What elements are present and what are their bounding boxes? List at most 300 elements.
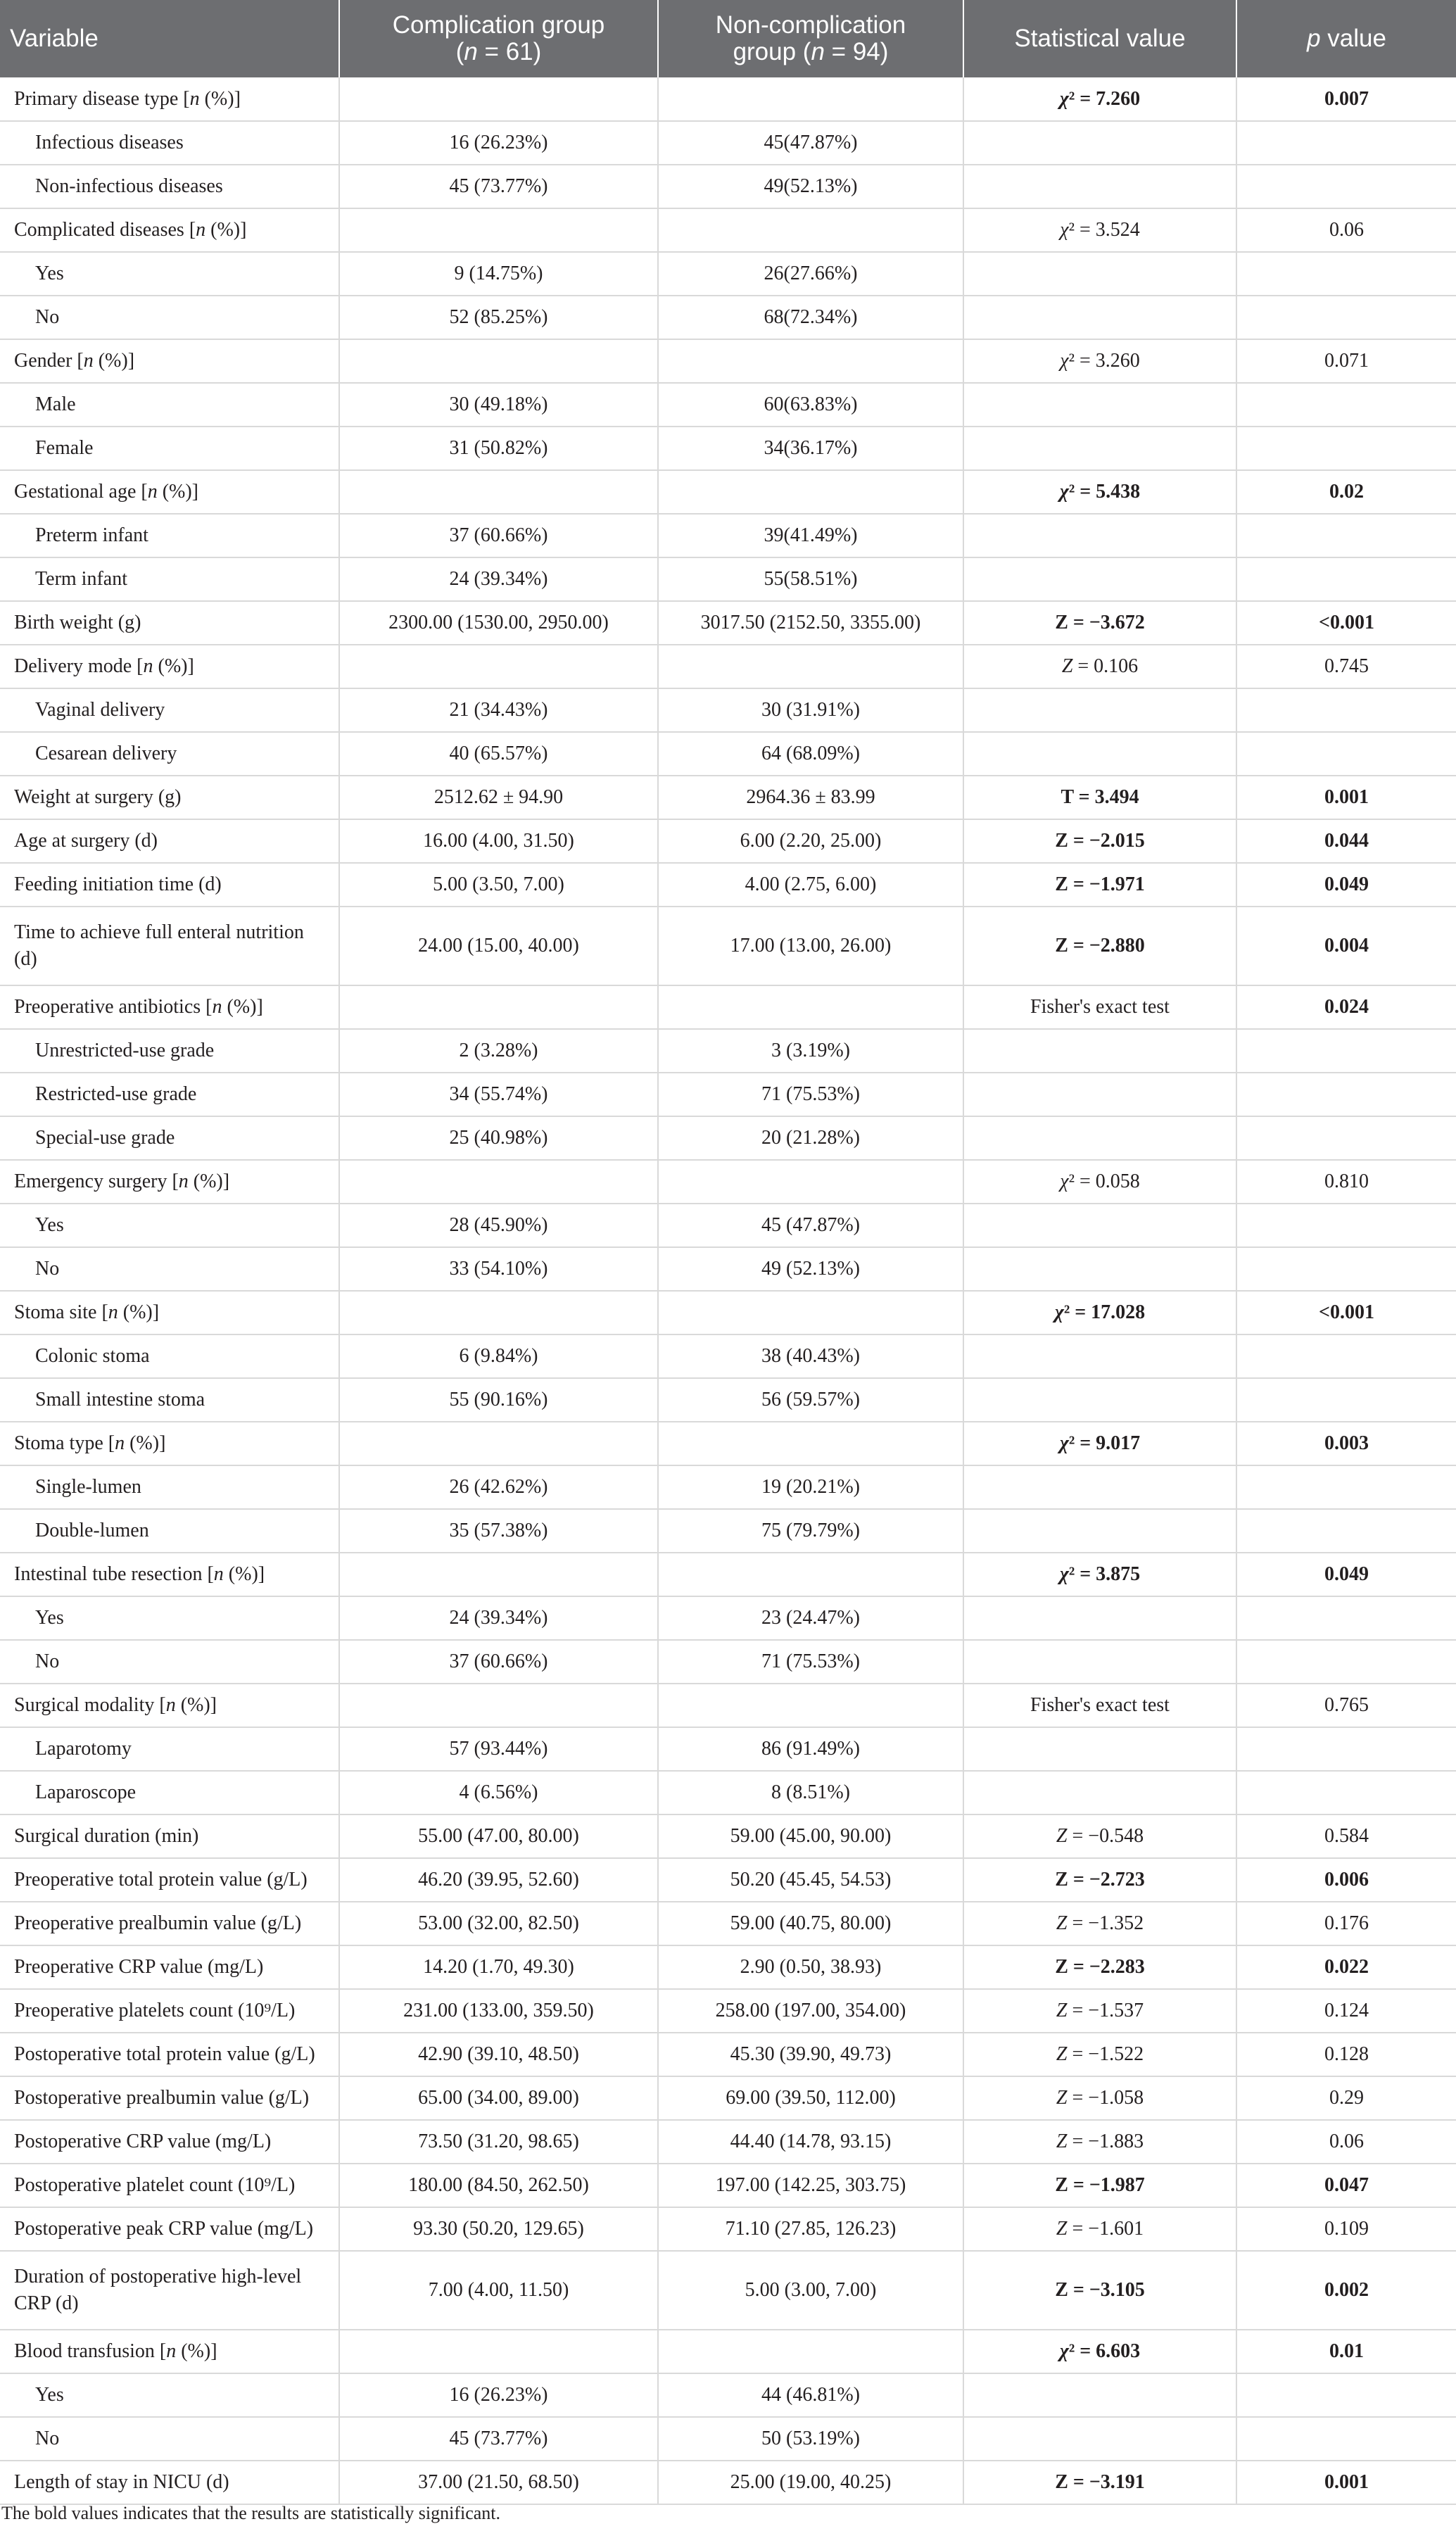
cell-variable: Weight at surgery (g) <box>0 776 339 819</box>
cell-complication: 55 (90.16%) <box>339 1378 658 1422</box>
cell-p-value <box>1236 1509 1456 1553</box>
cell-statistical-value: Fisher's exact test <box>963 1684 1236 1727</box>
cell-p-value <box>1236 1029 1456 1073</box>
table-row <box>0 1422 1456 1465</box>
cell-statistical-value <box>963 1727 1236 1771</box>
table-footnote: The bold values indicates that the results are statistically significant. <box>1 2503 501 2523</box>
table-row <box>0 470 1456 514</box>
cell-variable: Duration of postoperative high-level CRP (d) <box>0 2251 339 2330</box>
n-symbol: n <box>147 481 158 503</box>
cell-p-value: 0.049 <box>1236 863 1456 907</box>
cell-statistical-value <box>963 1596 1236 1640</box>
cell-p-value: 0.006 <box>1236 1858 1456 1902</box>
cell-complication: 30 (49.18%) <box>339 383 658 427</box>
header-p-value: p value <box>1236 0 1456 77</box>
cell-statistical-value: Z = −2.283 <box>963 1945 1236 1989</box>
table-row <box>0 1640 1456 1684</box>
cell-non-complication: 30 (31.91%) <box>658 688 963 732</box>
table-row <box>0 2373 1456 2417</box>
cell-p-value: 0.765 <box>1236 1684 1456 1727</box>
cell-complication: 180.00 (84.50, 262.50) <box>339 2164 658 2207</box>
cell-non-complication: 59.00 (40.75, 80.00) <box>658 1902 963 1945</box>
cell-statistical-value: Z = −1.058 <box>963 2076 1236 2120</box>
cell-p-value <box>1236 296 1456 339</box>
cell-complication <box>339 1291 658 1334</box>
cell-variable: Stoma site [n (%)] <box>0 1291 339 1334</box>
cell-statistical-value: Z = −3.191 <box>963 2461 1236 2504</box>
cell-complication <box>339 985 658 1029</box>
cell-non-complication: 75 (79.79%) <box>658 1509 963 1553</box>
cell-complication <box>339 1684 658 1727</box>
cell-complication: 37 (60.66%) <box>339 514 658 557</box>
cell-variable: No <box>0 1640 339 1684</box>
cell-non-complication: 44.40 (14.78, 93.15) <box>658 2120 963 2164</box>
cell-non-complication: 45(47.87%) <box>658 121 963 165</box>
cell-complication: 55.00 (47.00, 80.00) <box>339 1814 658 1858</box>
cell-variable: Small intestine stoma <box>0 1378 339 1422</box>
cell-p-value <box>1236 1334 1456 1378</box>
cell-variable: Restricted-use grade <box>0 1073 339 1116</box>
table-row <box>0 1378 1456 1422</box>
cell-complication: 40 (65.57%) <box>339 732 658 776</box>
cell-complication <box>339 1422 658 1465</box>
cell-complication: 31 (50.82%) <box>339 427 658 470</box>
cell-variable: Preterm infant <box>0 514 339 557</box>
cell-statistical-value <box>963 1247 1236 1291</box>
cell-statistical-value: Z = −3.672 <box>963 601 1236 645</box>
cell-complication: 14.20 (1.70, 49.30) <box>339 1945 658 1989</box>
cell-statistical-value <box>963 1334 1236 1378</box>
table-row <box>0 819 1456 863</box>
n-symbol: n <box>165 1694 176 1716</box>
cell-non-complication: 55(58.51%) <box>658 557 963 601</box>
cell-complication: 53.00 (32.00, 82.50) <box>339 1902 658 1945</box>
cell-statistical-value: Z = −2.015 <box>963 819 1236 863</box>
stat-symbol: χ <box>1060 350 1069 372</box>
cell-non-complication: 17.00 (13.00, 26.00) <box>658 907 963 985</box>
cell-statistical-value: χ² = 0.058 <box>963 1160 1236 1204</box>
cell-complication: 4 (6.56%) <box>339 1771 658 1814</box>
cell-statistical-value <box>963 1771 1236 1814</box>
n-symbol: n <box>143 655 153 677</box>
cell-complication: 46.20 (39.95, 52.60) <box>339 1858 658 1902</box>
cell-p-value: 0.071 <box>1236 339 1456 383</box>
cell-statistical-value: Z = −1.971 <box>963 863 1236 907</box>
table-row <box>0 1945 1456 1989</box>
cell-variable: Preoperative total protein value (g/L) <box>0 1858 339 1902</box>
cell-complication: 57 (93.44%) <box>339 1727 658 1771</box>
table-row <box>0 165 1456 208</box>
header-statistical-value: Statistical value <box>963 0 1236 77</box>
cell-statistical-value: Fisher's exact test <box>963 985 1236 1029</box>
cell-complication: 24.00 (15.00, 40.00) <box>339 907 658 985</box>
table-row <box>0 1247 1456 1291</box>
cell-p-value <box>1236 1204 1456 1247</box>
cell-p-value <box>1236 514 1456 557</box>
cell-non-complication: 34(36.17%) <box>658 427 963 470</box>
table-row <box>0 645 1456 688</box>
stat-symbol: χ <box>1060 219 1069 241</box>
table-row <box>0 252 1456 296</box>
cell-statistical-value: χ² = 6.603 <box>963 2330 1236 2373</box>
cell-non-complication <box>658 1684 963 1727</box>
cell-p-value: 0.024 <box>1236 985 1456 1029</box>
cell-non-complication <box>658 2330 963 2373</box>
cell-non-complication <box>658 339 963 383</box>
stat-symbol: Z <box>1056 2131 1068 2152</box>
cell-non-complication: 23 (24.47%) <box>658 1596 963 1640</box>
cell-statistical-value <box>963 1073 1236 1116</box>
cell-complication: 2 (3.28%) <box>339 1029 658 1073</box>
cell-p-value: 0.044 <box>1236 819 1456 863</box>
table-row <box>0 557 1456 601</box>
table-row <box>0 776 1456 819</box>
table-row <box>0 1727 1456 1771</box>
n-symbol: n <box>213 1563 224 1585</box>
cell-statistical-value: χ² = 3.875 <box>963 1553 1236 1596</box>
cell-complication: 34 (55.74%) <box>339 1073 658 1116</box>
table-row <box>0 2120 1456 2164</box>
cell-non-complication: 6.00 (2.20, 25.00) <box>658 819 963 863</box>
cell-non-complication: 38 (40.43%) <box>658 1334 963 1378</box>
cell-non-complication: 64 (68.09%) <box>658 732 963 776</box>
cell-non-complication <box>658 1291 963 1334</box>
stat-symbol: χ <box>1054 1301 1064 1323</box>
cell-variable: Postoperative platelet count (10⁹/L) <box>0 2164 339 2207</box>
cell-complication <box>339 339 658 383</box>
cell-complication: 9 (14.75%) <box>339 252 658 296</box>
cell-complication: 45 (73.77%) <box>339 2417 658 2461</box>
stat-symbol: χ <box>1059 87 1069 110</box>
table-row <box>0 1814 1456 1858</box>
cell-statistical-value <box>963 732 1236 776</box>
table-row <box>0 2461 1456 2504</box>
table-row <box>0 121 1456 165</box>
cell-statistical-value <box>963 2417 1236 2461</box>
table-row <box>0 2076 1456 2120</box>
cell-statistical-value: χ² = 7.260 <box>963 77 1236 121</box>
cell-p-value: 0.004 <box>1236 907 1456 985</box>
cell-p-value: <0.001 <box>1236 1291 1456 1334</box>
cell-complication <box>339 1553 658 1596</box>
cell-variable: Gestational age [n (%)] <box>0 470 339 514</box>
table-row <box>0 1160 1456 1204</box>
cell-complication: 73.50 (31.20, 98.65) <box>339 2120 658 2164</box>
cell-p-value <box>1236 1247 1456 1291</box>
cell-complication: 231.00 (133.00, 359.50) <box>339 1989 658 2033</box>
cell-p-value <box>1236 688 1456 732</box>
cell-variable: Male <box>0 383 339 427</box>
cell-variable: Term infant <box>0 557 339 601</box>
cell-non-complication: 8 (8.51%) <box>658 1771 963 1814</box>
cell-statistical-value <box>963 1204 1236 1247</box>
cell-complication: 5.00 (3.50, 7.00) <box>339 863 658 907</box>
header-row <box>0 0 1456 77</box>
cell-variable: Emergency surgery [n (%)] <box>0 1160 339 1204</box>
cell-variable: Yes <box>0 1204 339 1247</box>
cell-statistical-value <box>963 688 1236 732</box>
cell-statistical-value: Z = −3.105 <box>963 2251 1236 2330</box>
stat-symbol: Z <box>1056 1825 1068 1847</box>
stat-symbol: χ <box>1060 1170 1069 1192</box>
table-row <box>0 2033 1456 2076</box>
cell-non-complication: 2.90 (0.50, 38.93) <box>658 1945 963 1989</box>
cell-statistical-value <box>963 252 1236 296</box>
cell-p-value: 0.001 <box>1236 776 1456 819</box>
n-symbol: n <box>196 219 206 241</box>
cell-non-complication: 26(27.66%) <box>658 252 963 296</box>
stat-symbol: χ <box>1059 1563 1069 1585</box>
cell-statistical-value: Z = −1.537 <box>963 1989 1236 2033</box>
cell-variable: Postoperative CRP value (mg/L) <box>0 2120 339 2164</box>
cell-variable: Blood transfusion [n (%)] <box>0 2330 339 2373</box>
stat-symbol: Z <box>1061 655 1073 677</box>
cell-p-value <box>1236 1116 1456 1160</box>
cell-statistical-value <box>963 514 1236 557</box>
table-row <box>0 1553 1456 1596</box>
table-row <box>0 1116 1456 1160</box>
stat-symbol: Z <box>1056 1912 1068 1934</box>
table-row <box>0 77 1456 121</box>
cell-statistical-value: Z = −0.548 <box>963 1814 1236 1858</box>
table-row <box>0 2164 1456 2207</box>
table-row <box>0 1073 1456 1116</box>
cell-p-value: 0.049 <box>1236 1553 1456 1596</box>
cell-variable: Birth weight (g) <box>0 601 339 645</box>
cell-non-complication: 68(72.34%) <box>658 296 963 339</box>
table-row <box>0 1334 1456 1378</box>
cell-p-value: 0.001 <box>1236 2461 1456 2504</box>
cell-variable: Stoma type [n (%)] <box>0 1422 339 1465</box>
cell-statistical-value: χ² = 3.260 <box>963 339 1236 383</box>
stat-symbol: Z <box>1056 2000 1068 2021</box>
cell-statistical-value <box>963 383 1236 427</box>
table-row <box>0 985 1456 1029</box>
cell-statistical-value <box>963 121 1236 165</box>
cell-p-value <box>1236 1596 1456 1640</box>
cell-variable: Preoperative platelets count (10⁹/L) <box>0 1989 339 2033</box>
table-row <box>0 601 1456 645</box>
cell-statistical-value: Z = −1.522 <box>963 2033 1236 2076</box>
cell-statistical-value <box>963 165 1236 208</box>
header-non-complication-group: Non-complication group (n = 94) <box>658 0 963 77</box>
cell-non-complication: 39(41.49%) <box>658 514 963 557</box>
cell-non-complication <box>658 1422 963 1465</box>
header-complication-group: Complication group (n = 61) <box>339 0 658 77</box>
n-symbol: n <box>83 350 94 372</box>
cell-variable: Yes <box>0 2373 339 2417</box>
cell-p-value: 0.002 <box>1236 2251 1456 2330</box>
cell-non-complication: 3017.50 (2152.50, 3355.00) <box>658 601 963 645</box>
cell-non-complication: 60(63.83%) <box>658 383 963 427</box>
cell-variable: No <box>0 296 339 339</box>
cell-variable: Primary disease type [n (%)] <box>0 77 339 121</box>
cell-variable: Delivery mode [n (%)] <box>0 645 339 688</box>
table-row <box>0 863 1456 907</box>
cell-complication: 16 (26.23%) <box>339 121 658 165</box>
cell-variable: Preoperative antibiotics [n (%)] <box>0 985 339 1029</box>
table-row <box>0 2330 1456 2373</box>
table-row <box>0 1465 1456 1509</box>
cell-variable: Female <box>0 427 339 470</box>
cell-complication <box>339 645 658 688</box>
cell-statistical-value <box>963 296 1236 339</box>
table-row <box>0 1771 1456 1814</box>
cell-non-complication: 86 (91.49%) <box>658 1727 963 1771</box>
cell-non-complication: 45 (47.87%) <box>658 1204 963 1247</box>
cell-non-complication: 71 (75.53%) <box>658 1073 963 1116</box>
cell-non-complication: 197.00 (142.25, 303.75) <box>658 2164 963 2207</box>
cell-variable: Postoperative peak CRP value (mg/L) <box>0 2207 339 2251</box>
cell-p-value: 0.745 <box>1236 645 1456 688</box>
cell-complication: 37.00 (21.50, 68.50) <box>339 2461 658 2504</box>
cell-statistical-value <box>963 1029 1236 1073</box>
n-symbol: n <box>166 2340 177 2362</box>
cell-non-complication <box>658 77 963 121</box>
cell-variable: Postoperative prealbumin value (g/L) <box>0 2076 339 2120</box>
cell-complication: 2512.62 ± 94.90 <box>339 776 658 819</box>
table-row <box>0 1989 1456 2033</box>
cell-non-complication <box>658 1553 963 1596</box>
cell-non-complication: 20 (21.28%) <box>658 1116 963 1160</box>
cell-p-value: 0.124 <box>1236 1989 1456 2033</box>
cell-p-value: 0.003 <box>1236 1422 1456 1465</box>
cell-complication <box>339 470 658 514</box>
cell-variable: Surgical duration (min) <box>0 1814 339 1858</box>
cell-non-complication: 50 (53.19%) <box>658 2417 963 2461</box>
table-row <box>0 1596 1456 1640</box>
table-row <box>0 1684 1456 1727</box>
table-row <box>0 514 1456 557</box>
stat-symbol: Z <box>1056 2218 1068 2240</box>
cell-non-complication: 69.00 (39.50, 112.00) <box>658 2076 963 2120</box>
cell-variable: Age at surgery (d) <box>0 819 339 863</box>
cell-complication: 25 (40.98%) <box>339 1116 658 1160</box>
cell-p-value: 0.29 <box>1236 2076 1456 2120</box>
cell-statistical-value: Z = −2.880 <box>963 907 1236 985</box>
cell-non-complication: 3 (3.19%) <box>658 1029 963 1073</box>
table-row <box>0 1291 1456 1334</box>
cell-complication: 28 (45.90%) <box>339 1204 658 1247</box>
n-symbol: n <box>212 996 222 1018</box>
cell-non-complication: 2964.36 ± 83.99 <box>658 776 963 819</box>
cell-statistical-value: Z = −1.883 <box>963 2120 1236 2164</box>
cell-statistical-value: χ² = 9.017 <box>963 1422 1236 1465</box>
cell-p-value <box>1236 1378 1456 1422</box>
table-row <box>0 1509 1456 1553</box>
cell-variable: Complicated diseases [n (%)] <box>0 208 339 252</box>
table-row <box>0 339 1456 383</box>
cell-variable: Preoperative prealbumin value (g/L) <box>0 1902 339 1945</box>
cell-non-complication: 71.10 (27.85, 126.23) <box>658 2207 963 2251</box>
cell-p-value <box>1236 121 1456 165</box>
table-row <box>0 296 1456 339</box>
table-row <box>0 1029 1456 1073</box>
cell-variable: Feeding initiation time (d) <box>0 863 339 907</box>
table-row <box>0 1204 1456 1247</box>
table-row <box>0 1858 1456 1902</box>
cell-p-value: 0.06 <box>1236 208 1456 252</box>
cell-p-value: 0.01 <box>1236 2330 1456 2373</box>
cell-non-complication <box>658 645 963 688</box>
cell-p-value: <0.001 <box>1236 601 1456 645</box>
table-row <box>0 907 1456 985</box>
cell-p-value: 0.022 <box>1236 1945 1456 1989</box>
cell-complication <box>339 77 658 121</box>
cell-variable: Yes <box>0 252 339 296</box>
cell-p-value <box>1236 2373 1456 2417</box>
stat-symbol: χ <box>1059 2340 1069 2362</box>
cell-variable: Vaginal delivery <box>0 688 339 732</box>
table-row <box>0 2207 1456 2251</box>
cell-p-value <box>1236 165 1456 208</box>
cell-variable: Gender [n (%)] <box>0 339 339 383</box>
cell-complication: 93.30 (50.20, 129.65) <box>339 2207 658 2251</box>
cell-variable: Postoperative total protein value (g/L) <box>0 2033 339 2076</box>
cell-statistical-value: Z = −1.987 <box>963 2164 1236 2207</box>
cell-statistical-value: Z = −2.723 <box>963 1858 1236 1902</box>
cell-p-value: 0.810 <box>1236 1160 1456 1204</box>
cell-statistical-value <box>963 1116 1236 1160</box>
cell-variable: Non-infectious diseases <box>0 165 339 208</box>
cell-complication: 2300.00 (1530.00, 2950.00) <box>339 601 658 645</box>
cell-non-complication: 25.00 (19.00, 40.25) <box>658 2461 963 2504</box>
cell-p-value: 0.047 <box>1236 2164 1456 2207</box>
cell-p-value <box>1236 427 1456 470</box>
table-row <box>0 427 1456 470</box>
cell-variable: Length of stay in NICU (d) <box>0 2461 339 2504</box>
cell-non-complication: 71 (75.53%) <box>658 1640 963 1684</box>
cell-p-value: 0.06 <box>1236 2120 1456 2164</box>
cell-p-value <box>1236 1727 1456 1771</box>
cell-non-complication: 44 (46.81%) <box>658 2373 963 2417</box>
cell-p-value: 0.007 <box>1236 77 1456 121</box>
cell-statistical-value: χ² = 17.028 <box>963 1291 1236 1334</box>
table-body <box>0 77 1456 2504</box>
cell-p-value: 0.176 <box>1236 1902 1456 1945</box>
table-row <box>0 2417 1456 2461</box>
cell-complication: 33 (54.10%) <box>339 1247 658 1291</box>
cell-complication <box>339 2330 658 2373</box>
header-variable: Variable <box>0 0 339 77</box>
stat-symbol: Z <box>1056 2087 1068 2109</box>
cell-variable: Colonic stoma <box>0 1334 339 1378</box>
cell-non-complication: 50.20 (45.45, 54.53) <box>658 1858 963 1902</box>
stat-symbol: χ <box>1059 1432 1069 1454</box>
cell-statistical-value <box>963 1640 1236 1684</box>
cell-variable: Single-lumen <box>0 1465 339 1509</box>
cell-complication: 42.90 (39.10, 48.50) <box>339 2033 658 2076</box>
cell-non-complication: 4.00 (2.75, 6.00) <box>658 863 963 907</box>
cell-complication: 21 (34.43%) <box>339 688 658 732</box>
cell-non-complication: 49 (52.13%) <box>658 1247 963 1291</box>
cell-statistical-value <box>963 2373 1236 2417</box>
cell-variable: Intestinal tube resection [n (%)] <box>0 1553 339 1596</box>
cell-statistical-value <box>963 1465 1236 1509</box>
cell-variable: Laparotomy <box>0 1727 339 1771</box>
cell-complication <box>339 1160 658 1204</box>
stat-symbol: χ <box>1059 481 1069 503</box>
cell-statistical-value: χ² = 3.524 <box>963 208 1236 252</box>
cell-variable: Yes <box>0 1596 339 1640</box>
cell-p-value <box>1236 1465 1456 1509</box>
cell-non-complication: 19 (20.21%) <box>658 1465 963 1509</box>
cell-variable: Laparoscope <box>0 1771 339 1814</box>
cell-variable: Unrestricted-use grade <box>0 1029 339 1073</box>
cell-statistical-value <box>963 427 1236 470</box>
cell-non-complication <box>658 208 963 252</box>
cell-non-complication: 45.30 (39.90, 49.73) <box>658 2033 963 2076</box>
